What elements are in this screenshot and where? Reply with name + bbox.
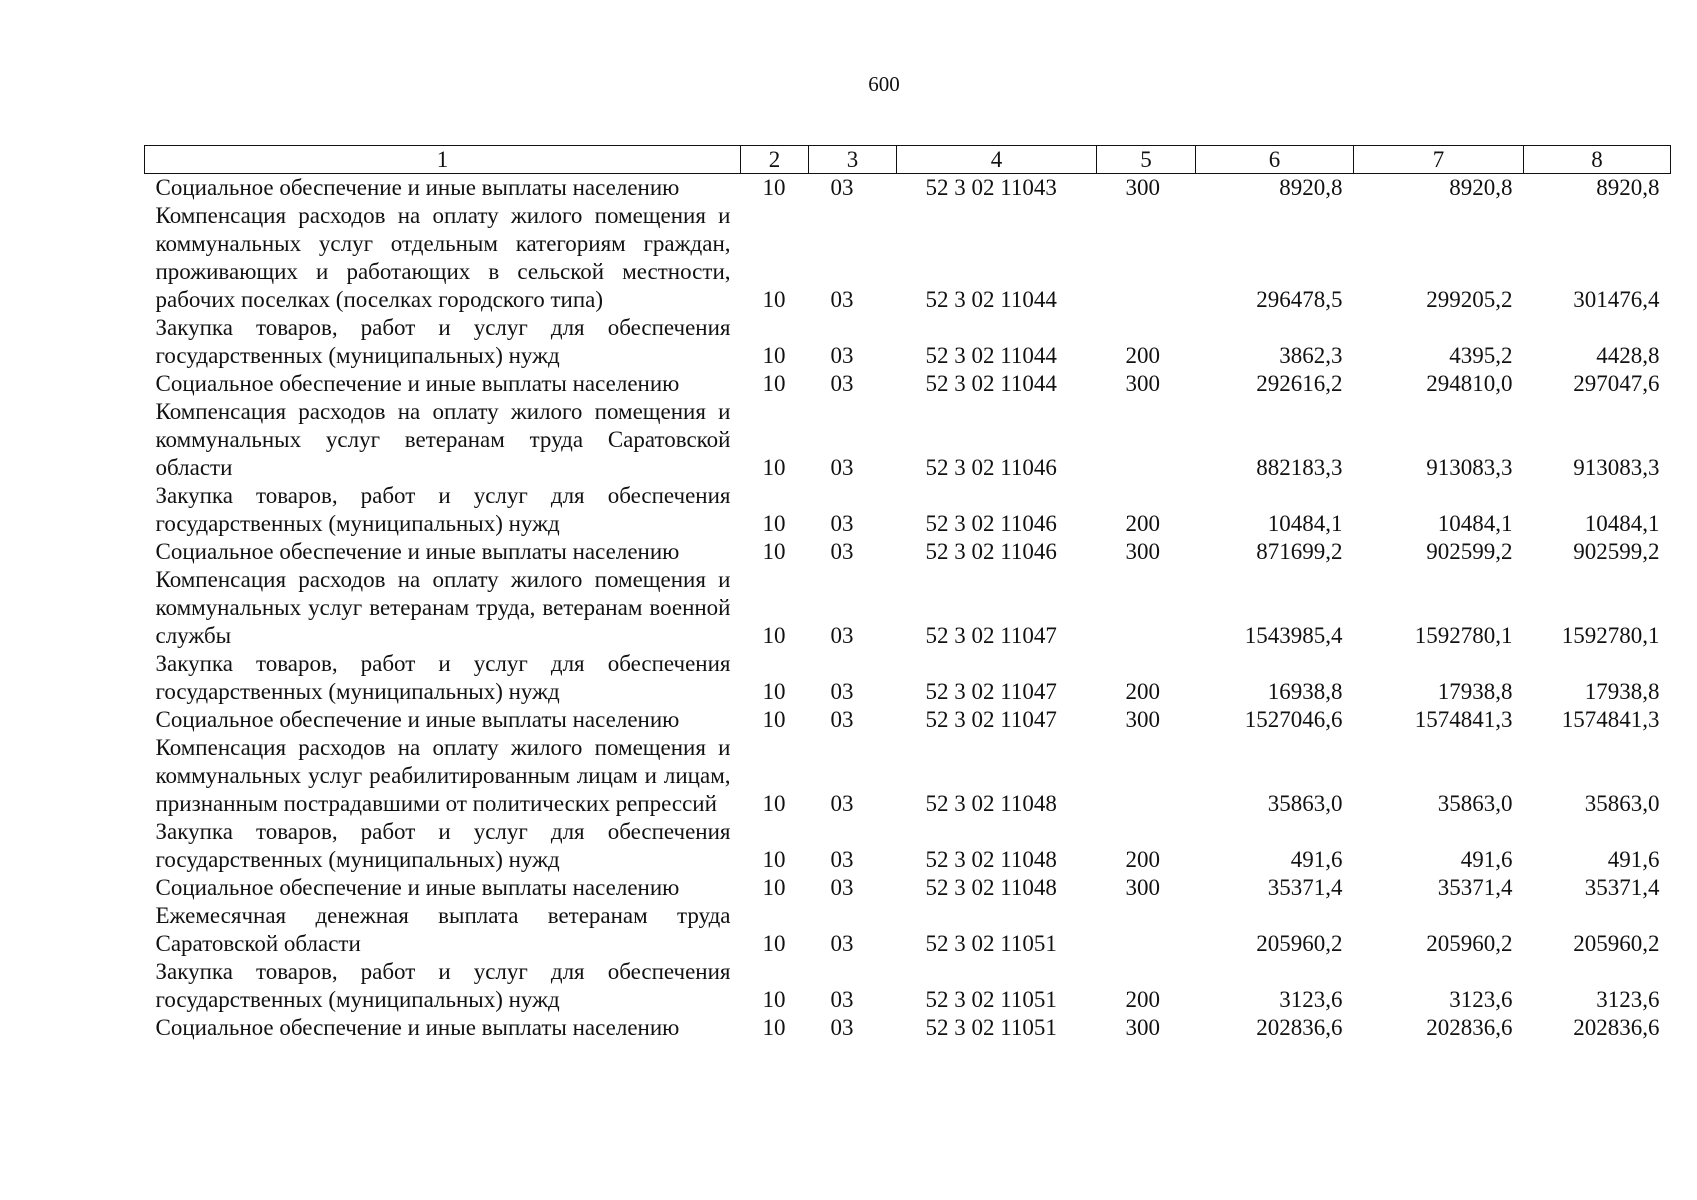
target-article-code: 52 3 02 11051 <box>925 931 1057 956</box>
row-name: Ежемесячная денежная выплата ветеранам труда Саратовской области <box>155 903 731 956</box>
amount-column-8: 4428,8 <box>1596 343 1660 368</box>
amount-column-7: 35863,0 <box>1437 791 1513 816</box>
row-name: Компенсация расходов на оплату жилого помещения и коммунальных услуг реабилитированным лицам и лицам, признанным пострадавшими от политических репрессий <box>155 735 731 816</box>
amount-column-6: 10484,1 <box>1267 511 1343 536</box>
subsection-code: 03 <box>830 623 854 648</box>
section-code: 10 <box>762 987 786 1012</box>
row-name: Закупка товаров, работ и услуг для обеспечения государственных (муниципальных) нужд <box>155 959 731 1012</box>
amount-column-7: 205960,2 <box>1426 931 1513 956</box>
expense-type-code: 200 <box>1125 987 1160 1012</box>
section-code: 10 <box>762 371 786 396</box>
expense-type-code: 200 <box>1125 343 1160 368</box>
budget-table <box>144 145 1671 1042</box>
section-code: 10 <box>762 455 786 480</box>
amount-column-6: 35371,4 <box>1267 875 1343 900</box>
amount-column-6: 202836,6 <box>1256 1015 1343 1040</box>
target-article-code: 52 3 02 11048 <box>925 875 1057 900</box>
amount-column-6: 292616,2 <box>1256 371 1343 396</box>
subsection-code: 03 <box>830 791 854 816</box>
table-row <box>145 734 1671 818</box>
expense-type-code: 300 <box>1125 875 1160 900</box>
amount-column-6: 882183,3 <box>1256 455 1343 480</box>
expense-type-code <box>1097 734 1196 818</box>
amount-column-7: 1592780,1 <box>1414 623 1513 648</box>
row-name: Социальное обеспечение и иные выплаты населению <box>155 539 680 564</box>
target-article-code: 52 3 02 11048 <box>925 847 1057 872</box>
expense-type-code <box>1097 398 1196 482</box>
table-row <box>145 314 1671 370</box>
amount-column-8: 902599,2 <box>1573 539 1660 564</box>
amount-column-7: 10484,1 <box>1437 511 1513 536</box>
subsection-code: 03 <box>830 371 854 396</box>
amount-column-6: 1527046,6 <box>1244 707 1343 732</box>
amount-column-8: 301476,4 <box>1573 287 1660 312</box>
subsection-code: 03 <box>830 847 854 872</box>
row-name: Закупка товаров, работ и услуг для обеспечения государственных (муниципальных) нужд <box>155 651 731 704</box>
amount-column-7: 294810,0 <box>1426 371 1513 396</box>
amount-column-6: 16938,8 <box>1267 679 1343 704</box>
subsection-code: 03 <box>830 455 854 480</box>
section-code: 10 <box>762 175 786 200</box>
expense-type-code: 200 <box>1125 511 1160 536</box>
subsection-code: 03 <box>830 987 854 1012</box>
target-article-code: 52 3 02 11047 <box>925 679 1057 704</box>
amount-column-6: 296478,5 <box>1256 287 1343 312</box>
expense-type-code: 300 <box>1125 175 1160 200</box>
amount-column-7: 902599,2 <box>1426 539 1513 564</box>
row-name: Закупка товаров, работ и услуг для обеспечения государственных (муниципальных) нужд <box>155 315 731 368</box>
target-article-code: 52 3 02 11051 <box>925 1015 1057 1040</box>
amount-column-8: 35371,4 <box>1584 875 1660 900</box>
table-row <box>145 370 1671 398</box>
target-article-code: 52 3 02 11046 <box>925 511 1057 536</box>
target-article-code: 52 3 02 11047 <box>925 707 1057 732</box>
table-row <box>145 1014 1671 1042</box>
subsection-code: 03 <box>830 707 854 732</box>
target-article-code: 52 3 02 11044 <box>925 343 1057 368</box>
row-name: Социальное обеспечение и иные выплаты населению <box>155 875 680 900</box>
table-row <box>145 174 1671 203</box>
target-article-code: 52 3 02 11046 <box>925 455 1057 480</box>
column-header-5: 5 <box>1097 146 1196 174</box>
column-header-2: 2 <box>741 146 809 174</box>
expense-type-code: 200 <box>1125 679 1160 704</box>
row-name: Компенсация расходов на оплату жилого помещения и коммунальных услуг ветеранам труда, ветеранам военной службы <box>155 567 731 648</box>
section-code: 10 <box>762 679 786 704</box>
column-header-3: 3 <box>809 146 897 174</box>
table-row <box>145 202 1671 314</box>
table-row <box>145 902 1671 958</box>
amount-column-8: 17938,8 <box>1584 679 1660 704</box>
amount-column-6: 871699,2 <box>1256 539 1343 564</box>
section-code: 10 <box>762 511 786 536</box>
section-code: 10 <box>762 875 786 900</box>
amount-column-8: 913083,3 <box>1573 455 1660 480</box>
row-name: Социальное обеспечение и иные выплаты населению <box>155 371 680 396</box>
expense-type-code: 300 <box>1125 371 1160 396</box>
target-article-code: 52 3 02 11048 <box>925 791 1057 816</box>
amount-column-7: 8920,8 <box>1449 175 1513 200</box>
amount-column-8: 35863,0 <box>1584 791 1660 816</box>
table-row <box>145 706 1671 734</box>
table-header <box>145 146 1671 174</box>
table-row <box>145 874 1671 902</box>
amount-column-7: 491,6 <box>1460 847 1513 872</box>
amount-column-6: 3123,6 <box>1279 987 1343 1012</box>
column-header-7: 7 <box>1354 146 1524 174</box>
section-code: 10 <box>762 931 786 956</box>
row-name: Закупка товаров, работ и услуг для обеспечения государственных (муниципальных) нужд <box>155 819 731 872</box>
amount-column-7: 17938,8 <box>1437 679 1513 704</box>
amount-column-8: 1574841,3 <box>1561 707 1660 732</box>
section-code: 10 <box>762 343 786 368</box>
subsection-code: 03 <box>830 511 854 536</box>
row-name: Компенсация расходов на оплату жилого помещения и коммунальных услуг ветеранам труда Саратовской области <box>155 399 731 480</box>
section-code: 10 <box>762 847 786 872</box>
table-row <box>145 482 1671 538</box>
row-name: Компенсация расходов на оплату жилого помещения и коммунальных услуг отдельным категориям граждан, проживающих и работающих в сельской местности, рабочих поселках (поселках городского типа) <box>155 203 731 312</box>
table-row <box>145 398 1671 482</box>
subsection-code: 03 <box>830 931 854 956</box>
target-article-code: 52 3 02 11044 <box>925 287 1057 312</box>
amount-column-8: 491,6 <box>1607 847 1660 872</box>
page-number: 600 <box>868 72 900 96</box>
row-name: Социальное обеспечение и иные выплаты населению <box>155 707 680 732</box>
column-header-4: 4 <box>897 146 1097 174</box>
section-code: 10 <box>762 539 786 564</box>
amount-column-7: 4395,2 <box>1449 343 1513 368</box>
target-article-code: 52 3 02 11043 <box>925 175 1057 200</box>
section-code: 10 <box>762 707 786 732</box>
subsection-code: 03 <box>830 287 854 312</box>
subsection-code: 03 <box>830 343 854 368</box>
section-code: 10 <box>762 1015 786 1040</box>
expense-type-code <box>1097 566 1196 650</box>
amount-column-6: 8920,8 <box>1279 175 1343 200</box>
amount-column-7: 202836,6 <box>1426 1015 1513 1040</box>
subsection-code: 03 <box>830 175 854 200</box>
target-article-code: 52 3 02 11051 <box>925 987 1057 1012</box>
section-code: 10 <box>762 287 786 312</box>
subsection-code: 03 <box>830 679 854 704</box>
amount-column-8: 1592780,1 <box>1561 623 1660 648</box>
target-article-code: 52 3 02 11046 <box>925 539 1057 564</box>
amount-column-7: 3123,6 <box>1449 987 1513 1012</box>
header-row <box>145 146 1671 174</box>
amount-column-8: 3123,6 <box>1596 987 1660 1012</box>
column-header-6: 6 <box>1196 146 1354 174</box>
subsection-code: 03 <box>830 1015 854 1040</box>
amount-column-6: 205960,2 <box>1256 931 1343 956</box>
amount-column-8: 205960,2 <box>1573 931 1660 956</box>
amount-column-8: 202836,6 <box>1573 1015 1660 1040</box>
row-name: Закупка товаров, работ и услуг для обеспечения государственных (муниципальных) нужд <box>155 483 731 536</box>
target-article-code: 52 3 02 11047 <box>925 623 1057 648</box>
row-name: Социальное обеспечение и иные выплаты населению <box>155 175 680 200</box>
amount-column-7: 35371,4 <box>1437 875 1513 900</box>
amount-column-6: 3862,3 <box>1279 343 1343 368</box>
amount-column-7: 299205,2 <box>1426 287 1513 312</box>
amount-column-8: 10484,1 <box>1584 511 1660 536</box>
expense-type-code: 200 <box>1125 847 1160 872</box>
expense-type-code: 300 <box>1125 1015 1160 1040</box>
amount-column-8: 297047,6 <box>1573 371 1660 396</box>
section-code: 10 <box>762 623 786 648</box>
amount-column-6: 1543985,4 <box>1244 623 1343 648</box>
column-header-8: 8 <box>1524 146 1671 174</box>
expense-type-code: 300 <box>1125 707 1160 732</box>
amount-column-7: 913083,3 <box>1426 455 1513 480</box>
section-code: 10 <box>762 791 786 816</box>
expense-type-code <box>1097 902 1196 958</box>
table-row <box>145 650 1671 706</box>
amount-column-6: 491,6 <box>1290 847 1343 872</box>
subsection-code: 03 <box>830 539 854 564</box>
table-row <box>145 538 1671 566</box>
amount-column-7: 1574841,3 <box>1414 707 1513 732</box>
expense-type-code <box>1097 202 1196 314</box>
amount-column-8: 8920,8 <box>1596 175 1660 200</box>
expense-type-code: 300 <box>1125 539 1160 564</box>
target-article-code: 52 3 02 11044 <box>925 371 1057 396</box>
subsection-code: 03 <box>830 875 854 900</box>
table-body <box>145 174 1671 1043</box>
table-row <box>145 958 1671 1014</box>
column-header-1: 1 <box>145 146 741 174</box>
table-row <box>145 566 1671 650</box>
amount-column-6: 35863,0 <box>1267 791 1343 816</box>
table-row <box>145 818 1671 874</box>
row-name: Социальное обеспечение и иные выплаты населению <box>155 1015 680 1040</box>
